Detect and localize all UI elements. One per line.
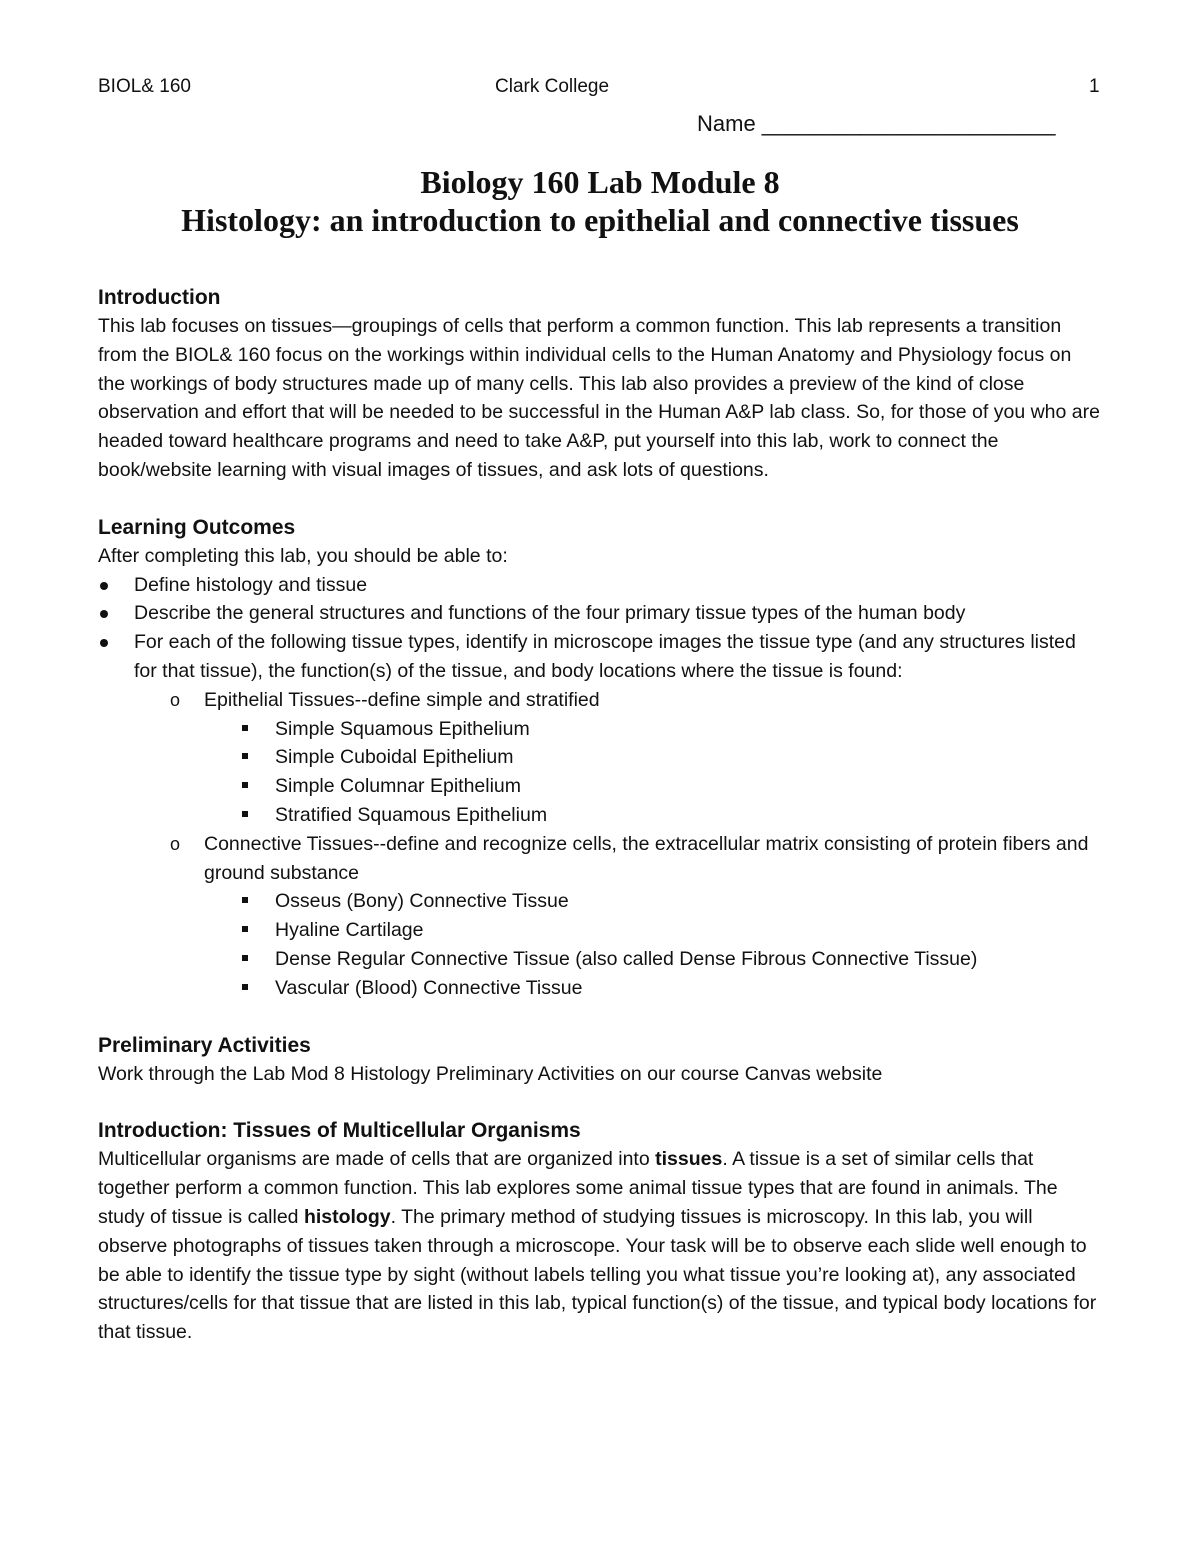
square-bullet-icon — [242, 811, 248, 817]
section-introduction — [98, 283, 1103, 485]
outcomes-list — [98, 571, 1103, 686]
circle-bullet-icon: o — [170, 689, 181, 710]
square-bullet-icon — [242, 725, 248, 731]
list-item-text: For each of the following tissue types, identify in microscope images the tissue type (and any structures listed for that tissue), the function(s) of the tissue, and body locations where the tissue is found: — [134, 631, 1076, 682]
list-item-text: Epithelial Tissues--define simple and stratified — [204, 688, 600, 711]
square-bullet-icon — [242, 955, 248, 961]
list-item — [98, 628, 1103, 686]
circle-bullet-icon: o — [170, 833, 181, 854]
epithelial-list — [98, 715, 1103, 830]
paragraph: After completing this lab, you should be able to: — [98, 544, 508, 567]
tissue-types-list — [98, 686, 1103, 715]
list-item — [98, 916, 1103, 945]
section-learning-outcomes — [98, 513, 1103, 1003]
list-item — [98, 974, 1103, 1003]
list-item-text: Hyaline Cartilage — [275, 919, 424, 942]
list-item — [98, 715, 1103, 744]
list-item — [98, 743, 1103, 772]
paragraph-text: . The primary method of studying tissues is microscopy. In this lab, you will observe photographs of tissues taken through a microscope. Your task will be to observe each slide well enough to be able to identify the tissue type by sight (without labels telling you what tissue you’re looking at), any associated structures/cells for that tissue that are listed in this lab, typical function(s) of the tissue, and typical body locations for that tissue. — [98, 1205, 1097, 1344]
paragraph — [98, 1145, 1103, 1347]
document-body — [98, 283, 1103, 1347]
list-item-text: Stratified Squamous Epithelium — [275, 803, 548, 826]
section-heading: Learning Outcomes — [98, 515, 296, 539]
key-term: histology — [303, 1205, 391, 1228]
bullet-icon — [100, 610, 108, 618]
list-item — [98, 801, 1103, 830]
bullet-icon — [100, 582, 108, 590]
list-item-text: Define histology and tissue — [134, 573, 368, 596]
paragraph-text: Multicellular organisms are made of cells that are organized into — [98, 1148, 656, 1171]
square-bullet-icon — [242, 926, 248, 932]
square-bullet-icon — [242, 984, 248, 990]
connective-list — [98, 887, 1103, 1002]
list-item-text: Simple Columnar Epithelium — [275, 775, 522, 798]
list-item-text: Describe the general structures and functions of the four primary tissue types of the human body — [134, 602, 966, 625]
name-field-line: Name ________________________ — [697, 111, 1056, 136]
key-term: tissues — [655, 1148, 723, 1171]
list-item-text: Simple Cuboidal Epithelium — [275, 746, 514, 769]
list-item — [98, 599, 1103, 628]
section-preliminary-activities — [98, 1031, 1103, 1089]
list-item — [98, 887, 1103, 916]
header-page-number: 1 — [1089, 76, 1100, 97]
square-bullet-icon — [242, 782, 248, 788]
paragraph: Work through the Lab Mod 8 Histology Preliminary Activities on our course Canvas website — [98, 1062, 883, 1085]
list-item — [98, 686, 1103, 715]
list-item-text: Dense Regular Connective Tissue (also called Dense Fibrous Connective Tissue) — [275, 947, 978, 970]
section-heading: Introduction — [98, 286, 221, 309]
square-bullet-icon — [242, 897, 248, 903]
section-tissues-intro — [98, 1116, 1103, 1347]
square-bullet-icon — [242, 753, 248, 759]
list-item — [98, 830, 1103, 888]
list-item — [98, 945, 1103, 974]
header-course: BIOL& 160 — [98, 76, 191, 97]
list-item-text: Simple Squamous Epithelium — [275, 717, 530, 740]
bullet-icon — [100, 639, 108, 647]
list-item — [98, 772, 1103, 801]
document-title: Biology 160 Lab Module 8 — [420, 164, 780, 200]
list-item-text: Connective Tissues--define and recognize cells, the extracellular matrix consisting of protein fibers and ground substance — [204, 832, 1089, 884]
list-item — [98, 571, 1103, 600]
document-subtitle: Histology: an introduction to epithelial and connective tissues — [181, 202, 1019, 238]
header-college: Clark College — [495, 76, 610, 97]
list-item-text: Vascular (Blood) Connective Tissue — [275, 976, 583, 999]
tissue-types-list — [98, 830, 1103, 888]
paragraph-text: . A tissue is a set of similar cells that together perform a common function. This lab explores some animal tissue types that are found in animals. The study of tissue is called — [98, 1148, 1058, 1228]
section-heading: Preliminary Activities — [98, 1033, 311, 1057]
paragraph: This lab focuses on tissues—groupings of cells that perform a common function. This lab represents a transition from the BIOL& 160 focus on the workings within individual cells to the Human Anatomy and Physiology focus on the workings of body structures made up of many cells. This lab also provides a preview of the kind of close observation and effort that will be needed to be successful in the Human A&P lab class. So, for those of you who are headed toward healthcare programs and need to take A&P, put yourself into this lab, work to connect the book/website learning with visual images of tissues, and ask lots of questions. — [98, 315, 1100, 481]
section-heading: Introduction: Tissues of Multicellular Organisms — [98, 1119, 581, 1143]
list-item-text: Osseus (Bony) Connective Tissue — [275, 890, 569, 913]
